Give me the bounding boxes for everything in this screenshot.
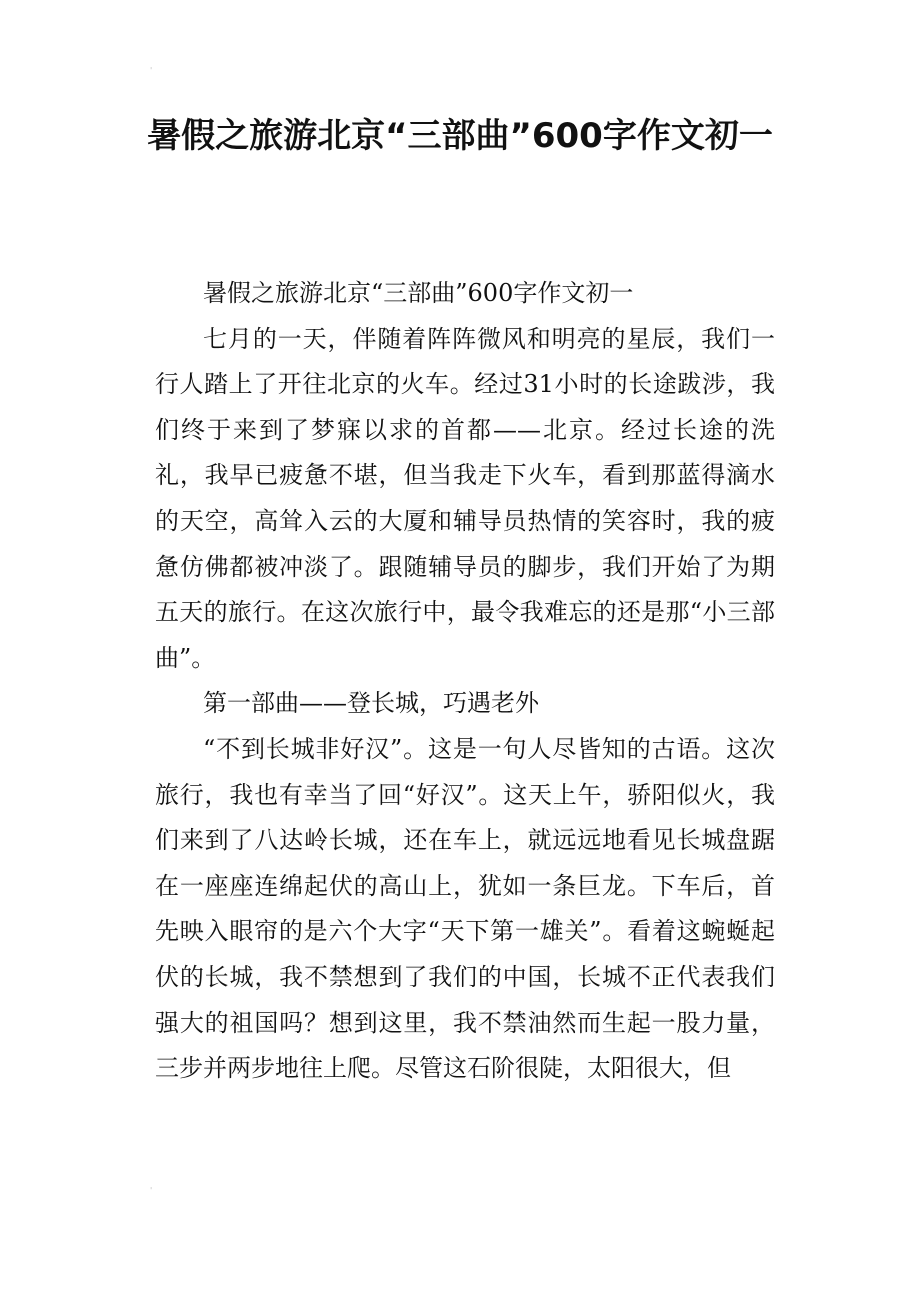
document-title: 暑假之旅游北京“三部曲”600字作文初一 [147, 116, 773, 156]
paragraph-intro: 七月的一天，伴随着阵阵微风和明亮的星辰，我们一行人踏上了开往北京的火车。经过31小时的长途跋涉，我们终于来到了梦寐以求的首都——北京。经过长途的洗礼，我早已疲惫不堪，但当我走下火车，看到那蓝得滴水的天空，高耸入云的大厦和辅导员热情的笑容时，我的疲惫仿佛都被冲淡了。跟随辅导员的脚步，我们开始了为期五天的旅行。在这次旅行中，最令我难忘的还是那“小三部曲”。 [155, 324, 775, 672]
paragraph-section-body: “不到长城非好汉”。这是一句人尽皆知的古语。这次旅行，我也有幸当了回“好汉”。这天上午，骄阳似火，我们来到了八达岭长城，还在车上，就远远地看见长城盘踞在一座座连绵起伏的高山上，犹如一条巨龙。下车后，首先映入眼帘的是六个大字“天下第一雄关”。看着这蜿蜒起伏的长城，我不禁想到了我们的中国，长城不正代表我们强大的祖国吗？想到这里，我不禁油然而生起一股力量，三步并两步地往上爬。尽管这石阶很陡，太阳很大，但 [155, 734, 775, 1083]
paragraph-heading: 暑假之旅游北京“三部曲”600字作文初一 [203, 279, 634, 307]
document-body [155, 271, 775, 1092]
corner-mark-top: ' [150, 66, 153, 75]
paragraph-section-title: 第一部曲——登长城，巧遇老外 [203, 689, 539, 718]
corner-mark-bottom: ' [150, 1186, 153, 1195]
